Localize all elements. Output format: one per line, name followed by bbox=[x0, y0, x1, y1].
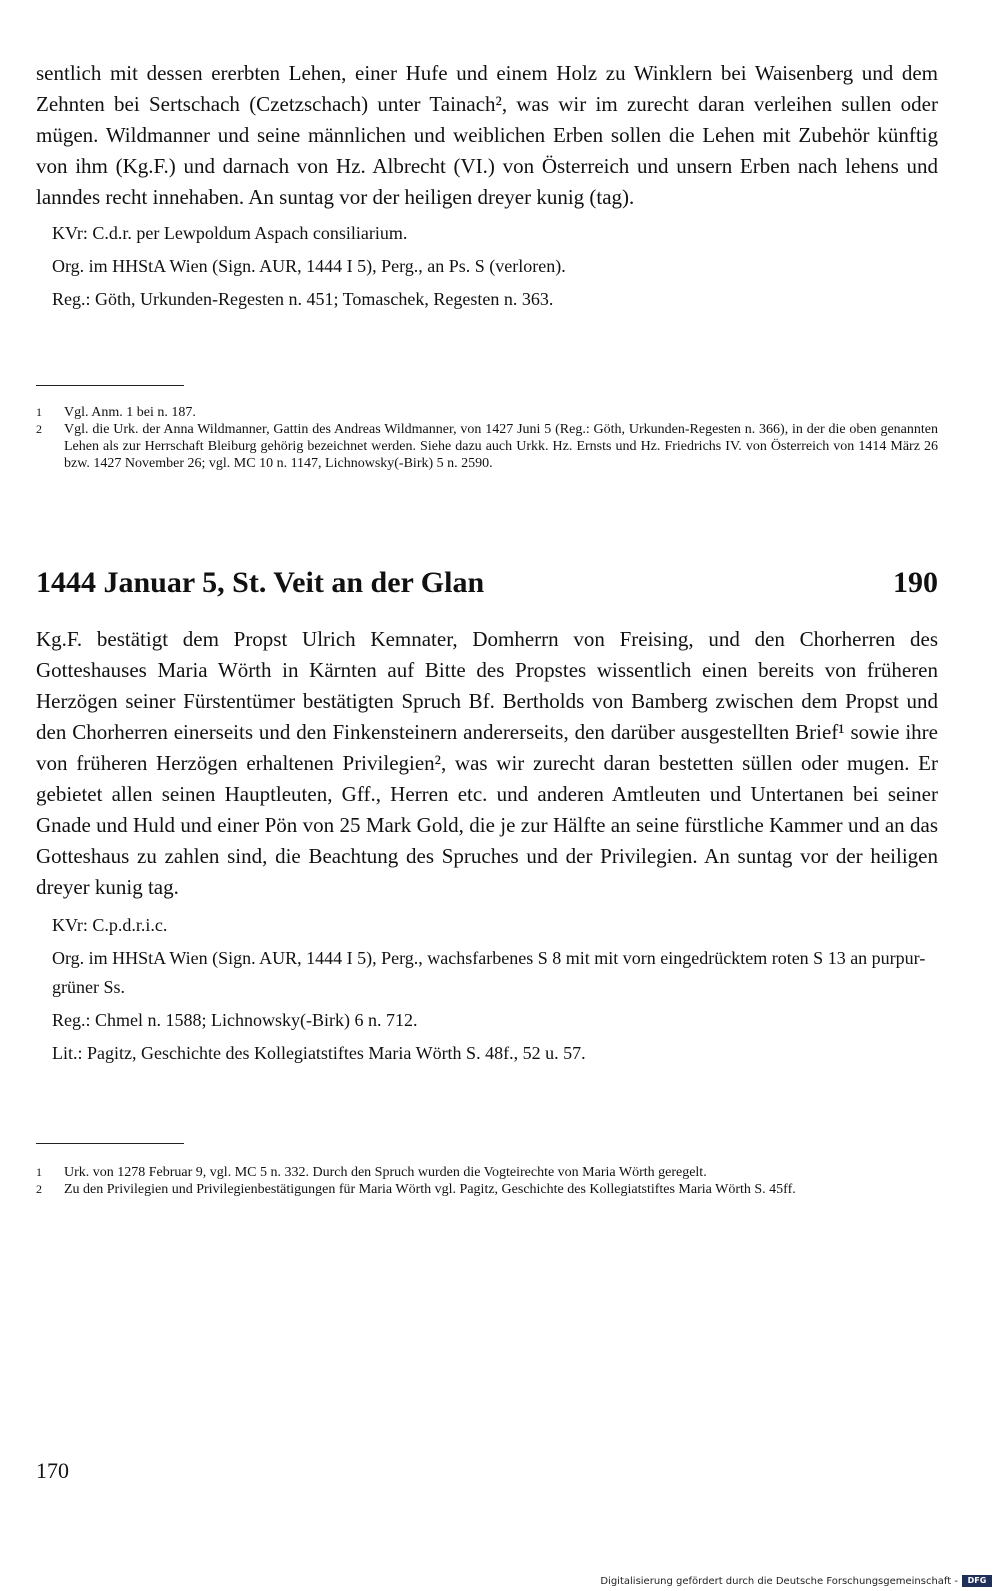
footnote bbox=[36, 1181, 938, 1198]
footnote-text: Vgl. die Urk. der Anna Wildmanner, Gattin des Andreas Wildmanner, von 1427 Juni 5 (Reg.: Göth, Urkunden-Regesten n. 366), in der die oben genannten Lehen als zur Herrschaft Bleiburg gehörig bezeichnet werden. Siehe dazu auch Urkk. Hz. Ernsts und Hz. Friedrichs IV. von Österreich von 1414 März 26 bzw. 1427 November 26; vgl. MC 10 n. 1147, Lichnowsky(-Birk) 5 n. 2590. bbox=[64, 422, 938, 471]
entry-date-place: 1444 Januar 5, St. Veit an der Glan bbox=[36, 566, 485, 599]
footnote bbox=[36, 404, 938, 421]
footnote bbox=[36, 421, 938, 472]
continued-text: sentlich mit dessen ererbten Lehen, einer Hufe und einem Holz zu Winklern bei Waisenberg und dem Zehnten bei Sertschach (Czetzschach) unter Tainach², was wir im zurecht daran verleihen sullen oder mügen. Wildmanner und seine männlichen und weiblichen Erben sollen die Lehen mit Zubehör künftig von ihm (Kg.F.) und darnach von Hz. Albrecht (VI.) von Österreich und unsern Erben nach lehens und lanndes recht innehaben. An suntag vor der heiligen dreyer kunig (tag). bbox=[36, 61, 938, 209]
page-number: 170 bbox=[36, 1458, 69, 1483]
entry-lit: Lit.: Pagitz, Geschichte des Kollegiatstiftes Maria Wörth S. 48f., 52 u. 57. bbox=[52, 1043, 586, 1063]
entry-org: Org. im HHStA Wien (Sign. AUR, 1444 I 5), Perg., wachsfarbenes S 8 mit mit vorn eingedrücktem roten S 13 an purpur-grüner Ss. bbox=[52, 948, 926, 997]
entry-heading bbox=[36, 563, 938, 603]
footnote bbox=[36, 1164, 938, 1181]
footnote-text: Zu den Privilegien und Privilegienbestätigungen für Maria Wörth vgl. Pagitz, Geschichte des Kollegiatstiftes Maria Wörth S. 45ff. bbox=[64, 1182, 796, 1197]
continued-reg: Reg.: Göth, Urkunden-Regesten n. 451; Tomaschek, Regesten n. 363. bbox=[52, 289, 554, 309]
footnotes-block-1 bbox=[36, 385, 938, 472]
dfg-logo: DFG bbox=[962, 1575, 992, 1587]
continued-org: Org. im HHStA Wien (Sign. AUR, 1444 I 5), Perg., an Ps. S (verloren). bbox=[52, 256, 566, 276]
entry-reg: Reg.: Chmel n. 1588; Lichnowsky(-Birk) 6 n. 712. bbox=[52, 1010, 418, 1030]
footnote-number: 1 bbox=[36, 405, 42, 419]
footnote-number: 2 bbox=[36, 1182, 42, 1196]
entry-body bbox=[36, 624, 938, 1068]
entry-number: 190 bbox=[893, 566, 938, 599]
banner-text: Digitalisierung gefördert durch die Deutsche Forschungsgemeinschaft - bbox=[600, 1575, 958, 1587]
footnote-text: Vgl. Anm. 1 bei n. 187. bbox=[64, 405, 196, 420]
continued-entry bbox=[36, 58, 938, 314]
footnotes-block-2 bbox=[36, 1143, 938, 1198]
continued-kvr: KVr: C.d.r. per Lewpoldum Aspach consiliarium. bbox=[52, 223, 408, 243]
entry-kvr: KVr: C.p.d.r.i.c. bbox=[52, 915, 168, 935]
digitization-banner bbox=[600, 1575, 992, 1587]
footnote-number: 2 bbox=[36, 422, 42, 436]
footnote-number: 1 bbox=[36, 1165, 42, 1179]
entry-text: Kg.F. bestätigt dem Propst Ulrich Kemnater, Domherrn von Freising, und den Chorherren des Gotteshauses Maria Wörth in Kärnten auf Bitte des Propstes wissentlich einen bereits von früheren Herzögen seiner Fürstentümer bestätigten Spruch Bf. Bertholds von Bamberg zwischen dem Propst und den Chorherren einerseits und den Finkensteinern andererseits, den darüber ausgestellten Brief¹ sowie ihre von früheren Herzögen erhaltenen Privilegien², was wir zurecht daran bestetten süllen oder mugen. Er gebietet allen seinen Hauptleuten, Gff., Herren etc. und anderen Amtleuten und Untertanen bei seiner Gnade und Huld und einer Pön von 25 Mark Gold, die je zur Hälfte an seine fürstliche Kammer und an das Gotteshaus zu zahlen sind, die Beachtung des Spruches und der Privilegien. An suntag vor der heiligen dreyer kunig tag. bbox=[36, 627, 938, 899]
footnote-text: Urk. von 1278 Februar 9, vgl. MC 5 n. 332. Durch den Spruch wurden die Vogteirechte von Maria Wörth geregelt. bbox=[64, 1165, 707, 1180]
